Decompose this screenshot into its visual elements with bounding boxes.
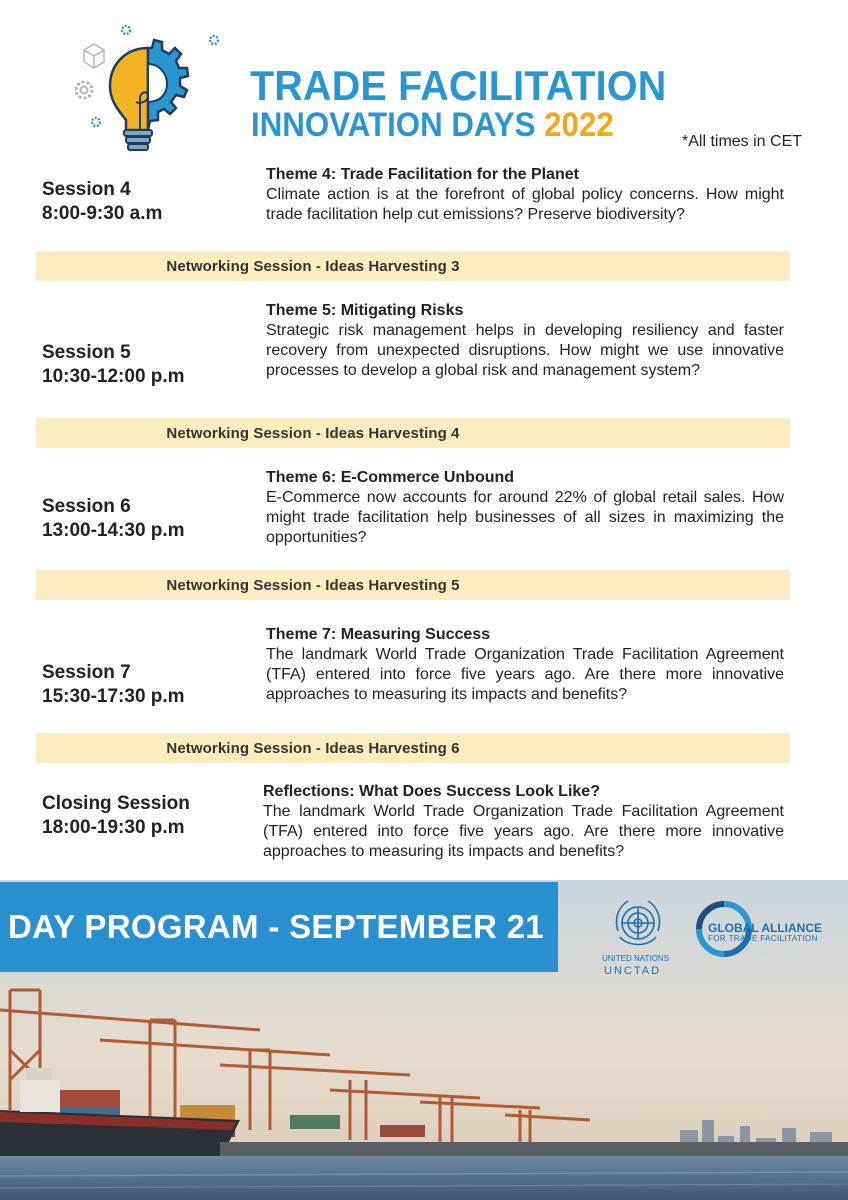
global-alliance-title: GLOBAL ALLIANCE bbox=[708, 921, 822, 935]
networking-label: Networking Session - Ideas Harvesting 5 bbox=[166, 576, 460, 594]
event-subtitle-main: INNOVATION DAYS bbox=[251, 106, 536, 144]
session-name: Session 6 bbox=[42, 496, 131, 517]
session-4-theme bbox=[266, 165, 784, 225]
session-5-theme bbox=[266, 301, 784, 381]
theme-title: Theme 4: Trade Facilitation for the Planet bbox=[266, 166, 579, 183]
theme-description: The landmark World Trade Organization Trade Facilitation Agreement (TFA) entered into force five years ago. Are there more innovative approaches to measuring its impacts and benefits? bbox=[263, 803, 784, 860]
closing-session-label bbox=[42, 792, 190, 840]
event-subtitle bbox=[251, 106, 614, 145]
session-7-theme bbox=[266, 625, 784, 705]
unctad-label: UNCTAD bbox=[604, 965, 662, 977]
theme-title: Reflections: What Does Success Look Like? bbox=[263, 783, 600, 800]
networking-label: Networking Session - Ideas Harvesting 6 bbox=[166, 739, 460, 757]
theme-title: Theme 5: Mitigating Risks bbox=[266, 302, 464, 319]
networking-label: Networking Session - Ideas Harvesting 4 bbox=[166, 424, 460, 442]
un-label: UNITED NATIONS bbox=[602, 954, 669, 963]
session-name: Session 4 bbox=[42, 179, 131, 200]
theme-description: Strategic risk management helps in developing resiliency and faster recovery from unexpected disruptions. How might we use innovative processes to develop a global risk and management system? bbox=[266, 322, 784, 379]
session-6-label bbox=[42, 495, 185, 543]
session-time: 10:30-12:00 p.m bbox=[42, 366, 185, 387]
session-5-label bbox=[42, 341, 185, 389]
theme-description: Climate action is at the forefront of global policy concerns. How might trade facilitation help cut emissions? Preserve biodiversity? bbox=[266, 186, 784, 223]
event-year: 2022 bbox=[544, 106, 614, 144]
event-title: TRADE FACILITATION bbox=[250, 62, 667, 109]
networking-bar-5 bbox=[36, 570, 790, 600]
session-name: Closing Session bbox=[42, 793, 190, 814]
session-7-label bbox=[42, 661, 185, 709]
session-4-label bbox=[42, 178, 162, 226]
networking-bar-6 bbox=[36, 733, 790, 763]
theme-title: Theme 7: Measuring Success bbox=[266, 626, 491, 643]
time-zone-note: *All times in CET bbox=[682, 133, 803, 150]
theme-description: E-Commerce now accounts for around 22% of global retail sales. How might trade facilitation help businesses of all sizes in maximizing the opportunities? bbox=[266, 489, 784, 546]
session-time: 18:00-19:30 p.m bbox=[42, 817, 185, 838]
session-time: 15:30-17:30 p.m bbox=[42, 686, 185, 707]
theme-title: Theme 6: E-Commerce Unbound bbox=[266, 469, 515, 486]
lightbulb-gear-icon bbox=[66, 20, 226, 165]
networking-bar-4 bbox=[36, 418, 790, 448]
session-name: Session 5 bbox=[42, 342, 131, 363]
global-alliance-subtitle: FOR TRADE FACILITATION bbox=[708, 934, 818, 943]
session-time: 13:00-14:30 p.m bbox=[42, 520, 185, 541]
networking-label: Networking Session - Ideas Harvesting 3 bbox=[166, 257, 460, 275]
day-program-banner: DAY PROGRAM - SEPTEMBER 21 bbox=[0, 882, 558, 972]
session-name: Session 7 bbox=[42, 662, 131, 683]
theme-description: The landmark World Trade Organization Trade Facilitation Agreement (TFA) entered into force five years ago. Are there more innovative approaches to measuring its impacts and benefits? bbox=[266, 646, 784, 703]
session-time: 8:00-9:30 a.m bbox=[42, 203, 163, 224]
networking-bar-3 bbox=[36, 251, 790, 281]
closing-session-theme bbox=[263, 782, 784, 862]
session-6-theme bbox=[266, 468, 784, 548]
